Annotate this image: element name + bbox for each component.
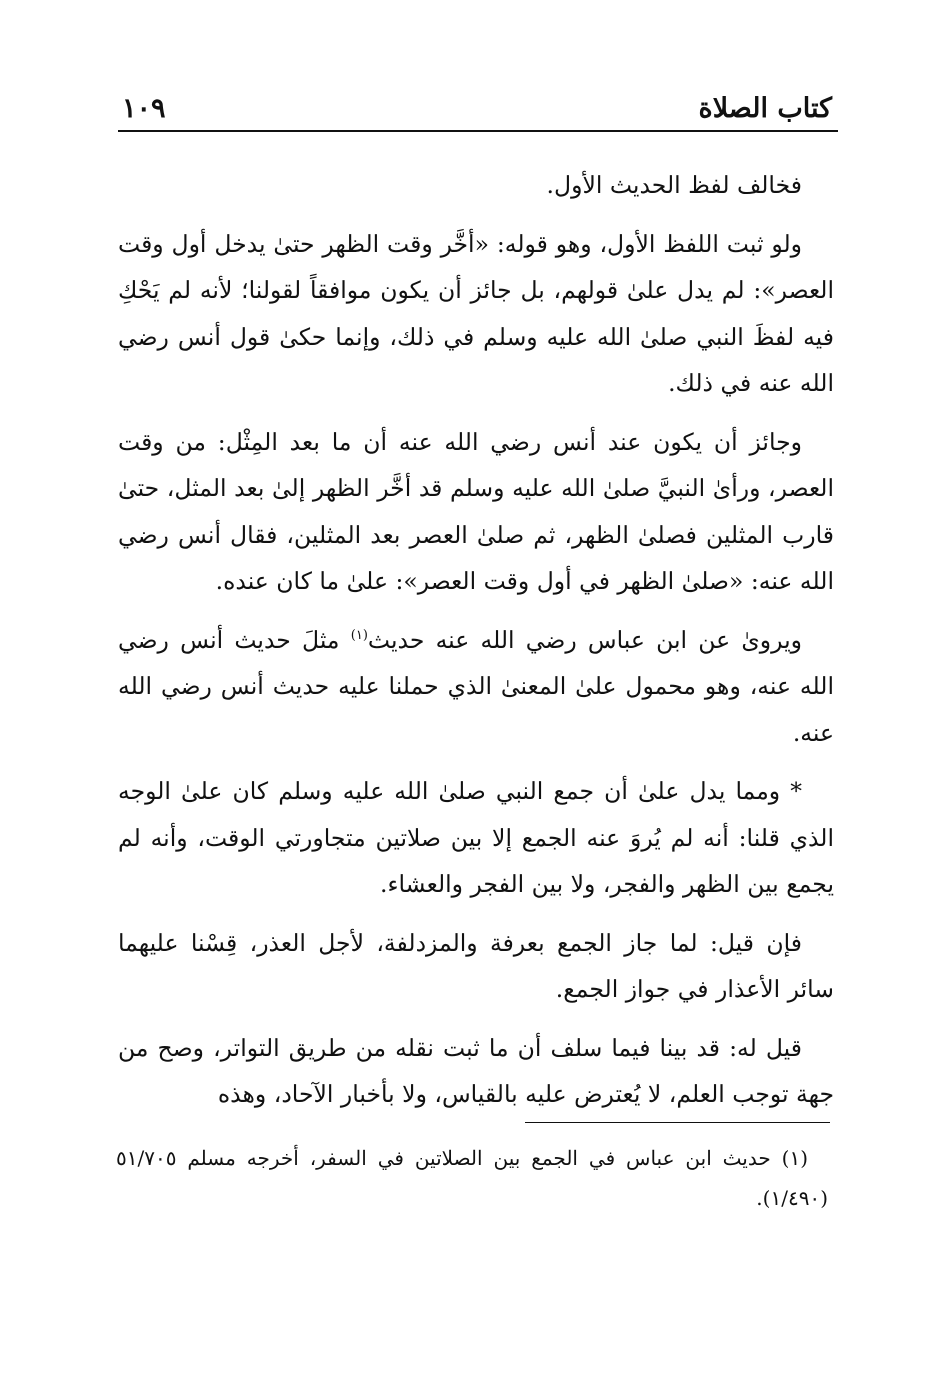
footnote-divider: [525, 1122, 830, 1123]
paragraph: فإن قيل: لما جاز الجمع بعرفة والمزدلفة، لأجل العذر، قِسْنا عليهما سائر الأعذار في جواز الجمع.: [118, 928, 834, 1003]
paragraph: فخالف لفظ الحديث الأول.: [546, 171, 802, 199]
paragraph: قيل له: قد بينا فيما سلف أن ما ثبت نقله من طريق التواتر، وصح من جهة توجب العلم، لا يُعترض عليه بالقياس، ولا بأخبار الآحاد، وهذه: [118, 1033, 834, 1108]
paragraph-text-after-note: مثلَ حديث أنس رضي الله عنه، وهو محمول علىٰ المعنىٰ الذي حملنا عليه حديث أنس رضي الله عنه.: [118, 625, 834, 747]
footnotes: [116, 1138, 828, 1218]
page-header: [122, 88, 832, 128]
paragraph-text-before-note: ويروىٰ عن ابن عباس رضي الله عنه حديث: [367, 625, 802, 654]
chapter-title: كتاب الصلاة: [698, 92, 832, 124]
paragraph: وجائز أن يكون عند أنس رضي الله عنه أن ما بعد المِثْل: من وقت العصر، ورأىٰ النبيَّ صلىٰ الله عليه وسلم قد أخَّر الظهر إلىٰ بعد المثل، حتىٰ قارب المثلين فصلىٰ الظهر، ثم صلىٰ العصر بعد المثلين، فقال أنس رضي الله عنه: «صلىٰ الظهر في أول وقت العصر»: علىٰ ما كان عنده.: [118, 427, 834, 595]
paragraph-with-footnote: [118, 617, 834, 757]
footnote: (١) حديث ابن عباس في الجمع بين الصلاتين في السفر، أخرجه مسلم ٥١/٧٠٥ (١/٤٩٠).: [116, 1146, 828, 1210]
footnote-reference[interactable]: (١): [350, 627, 368, 643]
main-text: [118, 162, 834, 1130]
header-divider: [118, 130, 838, 132]
paragraph: ولو ثبت اللفظ الأول، وهو قوله: «أخَّر وقت الظهر حتىٰ يدخل أول وقت العصر»: لم يدل علىٰ قولهم، بل جائز أن يكون موافقاً لقولنا؛ لأنه لم يَحْكِ فيه لفظَ النبي صلىٰ الله عليه وسلم في ذلك، وإنما حكىٰ قول أنس رضي الله عنه في ذلك.: [118, 229, 834, 397]
page-number: ١٠٩: [122, 92, 166, 124]
paragraph: * ومما يدل علىٰ أن جمع النبي صلىٰ الله عليه وسلم كان علىٰ الوجه الذي قلنا: أنه لم يُروَ عنه الجمع إلا بين صلاتين متجاورتي الوقت، وأنه لم يجمع بين الظهر والفجر، ولا بين الفجر والعشاء.: [118, 777, 834, 898]
